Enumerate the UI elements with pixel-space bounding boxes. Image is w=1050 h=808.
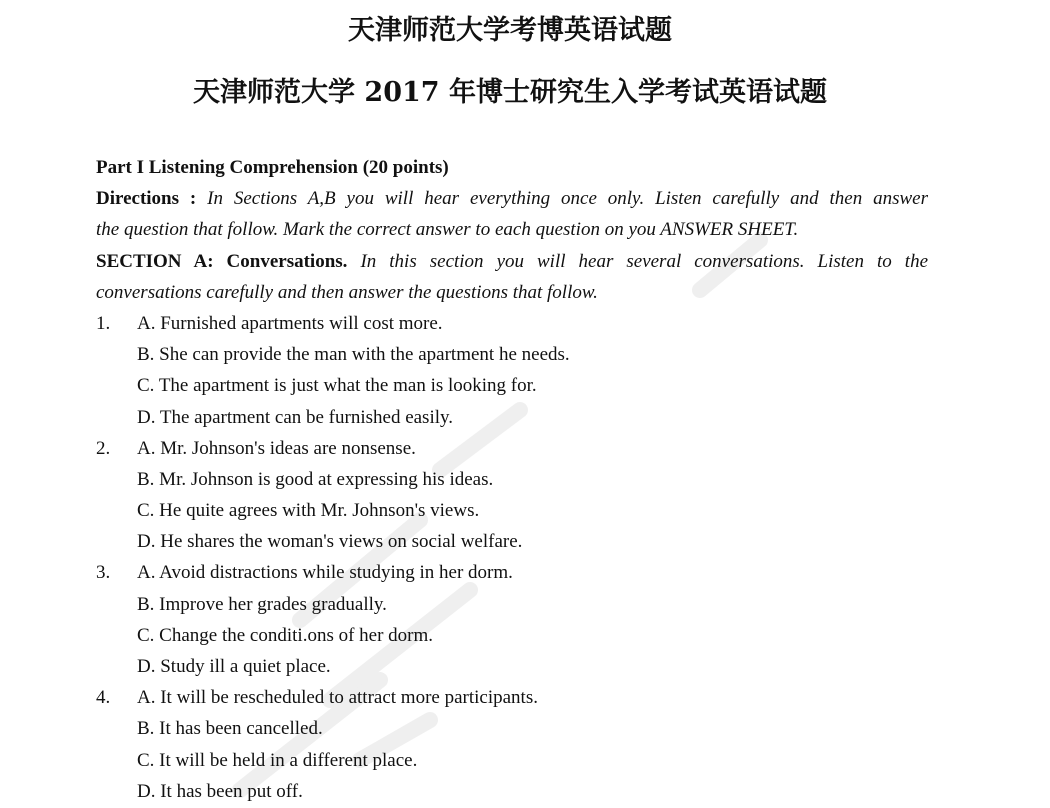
directions-text-2: the question that follow. Mark the correct answer to each question on you ANSWER SHEET. [96, 219, 799, 241]
directions-label: Directions : [96, 188, 197, 210]
question-row [96, 713, 928, 744]
question-row [96, 370, 928, 401]
answer-option: D. Study ill a quiet place. [137, 656, 331, 677]
question-row [96, 308, 928, 339]
section-text-1: In this section you will hear several conversations. Listen to the [360, 250, 928, 272]
question-row [96, 776, 928, 807]
question-row [96, 433, 928, 464]
answer-option: B. She can provide the man with the apartment he needs. [137, 344, 570, 366]
question-number: 3. [96, 562, 111, 584]
answer-option: D. The apartment can be furnished easily. [137, 406, 454, 428]
answer-option: C. Change the conditi.ons of her dorm. [137, 624, 434, 646]
question-row [96, 495, 928, 526]
answer-option: B. Mr. Johnson is good at expressing his ideas. [137, 468, 494, 490]
answer-option: B. Improve her grades gradually. [137, 593, 387, 615]
question-row [96, 620, 928, 651]
question-row [96, 557, 928, 588]
answer-option: B. It has been cancelled. [137, 718, 323, 740]
part-heading: Part I Listening Comprehension (20 points) [96, 157, 449, 178]
question-number: 2. [96, 437, 111, 459]
question-row [96, 651, 928, 682]
question-row [96, 402, 928, 433]
exam-subtitle: 天津师范大学 2017 年博士研究生入学考试英语试题 [193, 77, 827, 108]
answer-option: C. The apartment is just what the man is looking for. [137, 375, 537, 397]
section-label: SECTION A: Conversations. [96, 250, 348, 272]
question-row [96, 464, 928, 495]
document-title: 天津师范大学考博英语试题 [348, 15, 672, 46]
answer-option: A. Avoid distractions while studying in her dorm. [137, 562, 513, 584]
answer-option: D. He shares the woman's views on social welfare. [137, 531, 523, 553]
question-row [96, 589, 928, 620]
question-row [96, 745, 928, 776]
section-line-1 [96, 246, 928, 277]
answer-option: C. It will be held in a different place. [137, 749, 418, 771]
directions-line-1 [96, 183, 928, 214]
question-row [96, 339, 928, 370]
question-number: 1. [96, 312, 111, 334]
directions-text-1: In Sections A,B you will hear everything once only. Listen carefully and then answer [207, 188, 928, 210]
answer-option: C. He quite agrees with Mr. Johnson's views. [137, 500, 480, 522]
answer-option: A. Mr. Johnson's ideas are nonsense. [137, 437, 416, 459]
exam-content [96, 152, 928, 807]
question-row [96, 682, 928, 713]
section-text-2: conversations carefully and then answer the questions that follow. [96, 281, 598, 303]
answer-option: A. Furnished apartments will cost more. [137, 312, 443, 334]
question-number: 4. [96, 687, 111, 709]
question-row [96, 526, 928, 557]
answer-option: A. It will be rescheduled to attract more participants. [137, 687, 538, 709]
answer-option: D. It has been put off. [137, 780, 303, 802]
